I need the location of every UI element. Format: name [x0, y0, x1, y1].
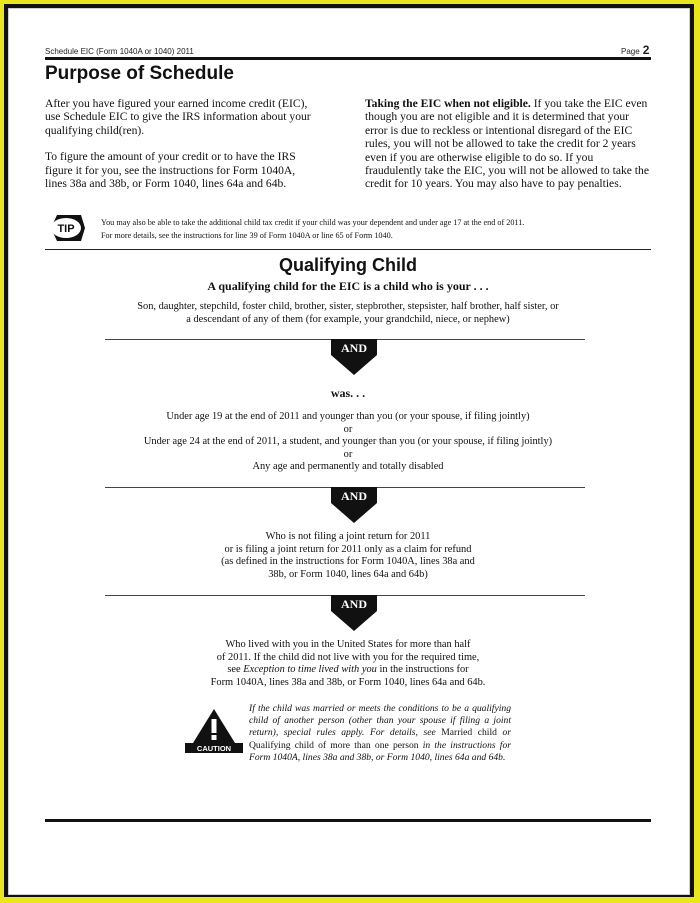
or-label-2: or — [343, 448, 353, 460]
caution-icon-label: CAUTION — [196, 744, 232, 753]
caution-text-3: in the instructions for Form 1040A, lines 38a and 38b, or Form 1040, lines 64a and 64b. — [249, 739, 511, 763]
and-label-3: AND — [341, 597, 367, 611]
and-arrow-2 — [327, 487, 381, 523]
purpose-left-column — [45, 97, 313, 190]
not-eligible-heading: Taking the EIC when not eligible. — [365, 97, 531, 110]
form-label: Schedule EIC (Form 1040A or 1040) 2011 — [45, 47, 194, 56]
purpose-title: Purpose of Schedule — [45, 63, 234, 84]
tip-text — [101, 217, 661, 242]
tip-line-1: You may also be able to take the additional child tax credit if your child was your dependent and under age 17 at the end of 2011. — [101, 218, 525, 227]
or-label-1: or — [343, 423, 353, 435]
joint-line-1: Who is not filing a joint return for 2011 — [265, 531, 431, 542]
lived-line-2: of 2011. If the child did not live with you for the required time, — [216, 651, 480, 663]
page-number: 2 — [642, 43, 650, 57]
age-test-2: Under age 24 at the end of 2011, a student, and younger than you (or your spouse, if filing jointly) — [143, 436, 553, 448]
joint-line-3: (as defined in the instructions for Form 1040A, lines 38a and — [221, 556, 475, 568]
purpose-right-column — [365, 97, 651, 191]
page-indicator — [621, 43, 649, 57]
tip-icon — [45, 211, 87, 245]
purpose-paragraph-1: After you have figured your earned income credit (EIC), use Schedule EIC to give the IRS information about your qualifying child(ren). — [45, 97, 311, 137]
qualifying-child-title: Qualifying Child — [279, 255, 417, 275]
not-eligible-body: If you take the EIC even though you are not eligible and it is determined that your error is due to reckless or intentional disregard of the EIC rules, you will not be allowed to take the credit for 2 years even if you are otherwise eligible to do so. If you fraudulently take the EIC, you will not be allowed to take the credit for 10 years. You may also have to pay penalties. — [365, 97, 649, 191]
tip-line-2: For more details, see the instructions for line 39 of Form 1040A or line 65 of Form 1040. — [101, 230, 393, 240]
purpose-paragraph-2: To figure the amount of your credit or to have the IRS figure it for you, see the instructions for Form 1040A, lines 38a and 38b, or Form 1040, lines 64a and 64b. — [45, 150, 296, 191]
lived-line-4: Form 1040A, lines 38a and 38b, or Form 1040, lines 64a and 64b. — [210, 676, 486, 688]
not-eligible-paragraph — [365, 97, 651, 191]
tip-rule — [45, 249, 651, 250]
footer-rule — [45, 819, 651, 822]
was-label: was. . . — [330, 386, 366, 400]
header-rule — [45, 57, 651, 60]
tip-icon-label: TIP — [57, 223, 75, 235]
caution-text-1: If the child was married or meets the conditions to be a qualifying child of another person (other than your spouse if filing a joint return), special rules apply. For details, see — [249, 703, 511, 739]
caution-text — [249, 703, 511, 764]
age-tests — [45, 411, 651, 474]
document-page — [8, 8, 690, 895]
page-label: Page — [621, 47, 640, 56]
age-test-3: Any age and permanently and totally disabled — [252, 461, 444, 473]
relationship-text — [45, 301, 651, 326]
residency-test — [45, 639, 651, 689]
lived-line-1: Who lived with you in the United States for more than half — [225, 639, 471, 650]
exception-reference: Exception to time lived with you — [243, 664, 377, 676]
joint-line-2: or is filing a joint return for 2011 only as a claim for refund — [224, 543, 472, 555]
lived-line-3-pre: see — [227, 664, 244, 676]
caution-icon — [185, 707, 243, 753]
joint-return-test — [45, 531, 651, 581]
and-label-2: AND — [341, 489, 367, 503]
and-arrow-3 — [327, 595, 381, 631]
age-test-1: Under age 19 at the end of 2011 and younger than you (or your spouse, if filing jointly) — [166, 411, 530, 422]
lived-line-3-post: in the instructions for — [376, 664, 469, 676]
relationship-line-2: a descendant of any of them (for example, your grandchild, niece, or nephew) — [186, 313, 510, 325]
caution-text-2: or — [496, 727, 511, 739]
and-arrow-1 — [327, 339, 381, 375]
joint-line-4: 38b, or Form 1040, lines 64a and 64b) — [268, 568, 428, 580]
qualifying-child-lead: A qualifying child for the EIC is a child who is your . . . — [207, 279, 489, 293]
lived-line-3 — [45, 664, 651, 677]
and-label-1: AND — [341, 341, 367, 355]
relationship-line-1: Son, daughter, stepchild, foster child, brother, sister, stepbrother, stepsister, half brother, half sister, or — [137, 301, 559, 312]
more-than-one-person-reference: Qualifying child of more than one person — [249, 739, 419, 751]
married-child-reference: Married child — [441, 727, 497, 739]
